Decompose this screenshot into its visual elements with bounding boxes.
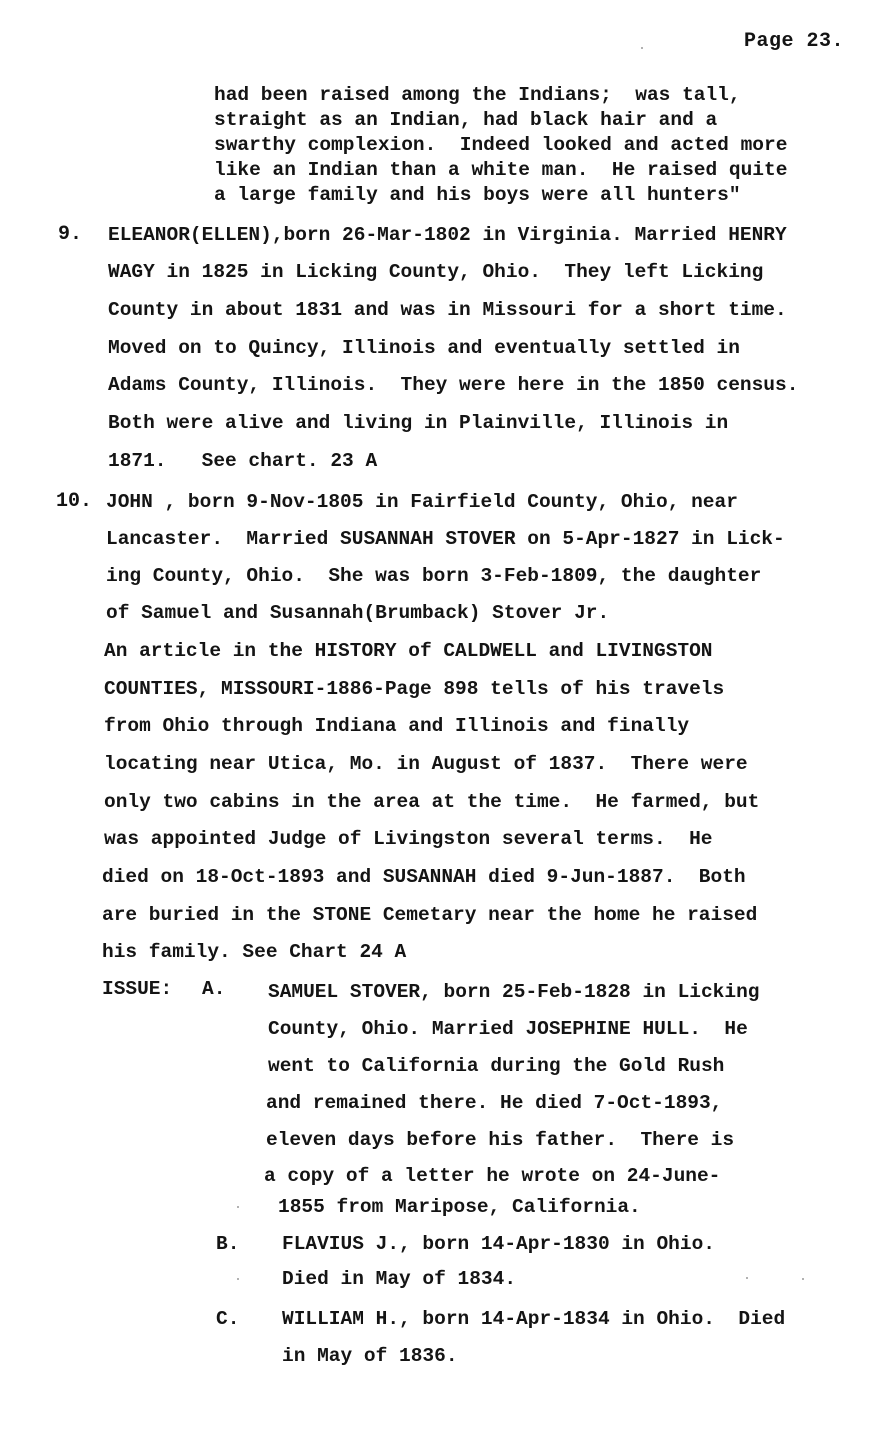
issue-line: 1855 from Maripose, California. bbox=[278, 1196, 641, 1218]
entry-line: COUNTIES, MISSOURI-1886-Page 898 tells of his travels bbox=[104, 678, 725, 700]
entry-line: JOHN , born 9-Nov-1805 in Fairfield County, Ohio, near bbox=[106, 491, 738, 513]
entry-line: are buried in the STONE Cemetary near the home he raised bbox=[102, 904, 758, 926]
entry-line: WAGY in 1825 in Licking County, Ohio. They left Licking bbox=[108, 261, 764, 283]
entry-line: Adams County, Illinois. They were here in the 1850 census. bbox=[108, 374, 799, 396]
issue-letter: C. bbox=[216, 1308, 240, 1330]
scan-speck bbox=[237, 1206, 239, 1208]
entry-line: was appointed Judge of Livingston several terms. He bbox=[104, 828, 713, 850]
entry-line: Both were alive and living in Plainville, Illinois in bbox=[108, 412, 729, 434]
entry-line: Lancaster. Married SUSANNAH STOVER on 5-Apr-1827 in Lick- bbox=[106, 528, 785, 550]
entry-line: ELEANOR(ELLEN),born 26-Mar-1802 in Virginia. Married HENRY bbox=[108, 224, 787, 246]
scan-speck bbox=[237, 1278, 239, 1280]
issue-line: County, Ohio. Married JOSEPHINE HULL. He bbox=[268, 1018, 748, 1040]
entry-line: An article in the HISTORY of CALDWELL and LIVINGSTON bbox=[104, 640, 713, 662]
entry-line: ing County, Ohio. She was born 3-Feb-1809, the daughter bbox=[106, 565, 762, 587]
issue-line: eleven days before his father. There is bbox=[266, 1129, 735, 1151]
entry-number: 10. bbox=[56, 490, 93, 513]
scan-speck bbox=[641, 47, 643, 49]
issue-line: WILLIAM H., born 14-Apr-1834 in Ohio. Died bbox=[282, 1308, 786, 1330]
issue-label: ISSUE: bbox=[102, 978, 173, 1000]
quote-line: swarthy complexion. Indeed looked and acted more bbox=[214, 134, 788, 156]
entry-number: 9. bbox=[58, 223, 83, 246]
issue-line: SAMUEL STOVER, born 25-Feb-1828 in Licking bbox=[268, 981, 760, 1003]
entry-line: from Ohio through Indiana and Illinois and finally bbox=[104, 715, 690, 737]
quote-line: like an Indian than a white man. He raised quite bbox=[214, 159, 788, 181]
page-number: Page 23. bbox=[744, 30, 845, 53]
issue-line: a copy of a letter he wrote on 24-June- bbox=[264, 1165, 721, 1187]
quote-line: straight as an Indian, had black hair and a bbox=[214, 109, 718, 131]
issue-line: went to California during the Gold Rush bbox=[268, 1055, 725, 1077]
entry-line: of Samuel and Susannah(Brumback) Stover Jr. bbox=[106, 602, 610, 624]
entry-line: his family. See Chart 24 A bbox=[102, 941, 407, 963]
issue-line: Died in May of 1834. bbox=[282, 1268, 517, 1290]
entry-line: died on 18-Oct-1893 and SUSANNAH died 9-Jun-1887. Both bbox=[102, 866, 746, 888]
issue-letter: B. bbox=[216, 1233, 240, 1255]
entry-line: County in about 1831 and was in Missouri for a short time. bbox=[108, 299, 787, 321]
entry-line: locating near Utica, Mo. in August of 1837. There were bbox=[104, 753, 748, 775]
entry-line: 1871. See chart. 23 A bbox=[108, 450, 378, 472]
scan-speck bbox=[746, 1277, 748, 1279]
issue-letter: A. bbox=[202, 978, 226, 1000]
scan-speck bbox=[802, 1278, 804, 1280]
entry-line: only two cabins in the area at the time. He farmed, but bbox=[104, 791, 760, 813]
entry-line: Moved on to Quincy, Illinois and eventually settled in bbox=[108, 337, 740, 359]
issue-line: and remained there. He died 7-Oct-1893, bbox=[266, 1092, 723, 1114]
quote-line: a large family and his boys were all hunters" bbox=[214, 184, 741, 206]
quote-line: had been raised among the Indians; was tall, bbox=[214, 84, 741, 106]
issue-line: in May of 1836. bbox=[282, 1345, 458, 1367]
issue-line: FLAVIUS J., born 14-Apr-1830 in Ohio. bbox=[282, 1233, 715, 1255]
